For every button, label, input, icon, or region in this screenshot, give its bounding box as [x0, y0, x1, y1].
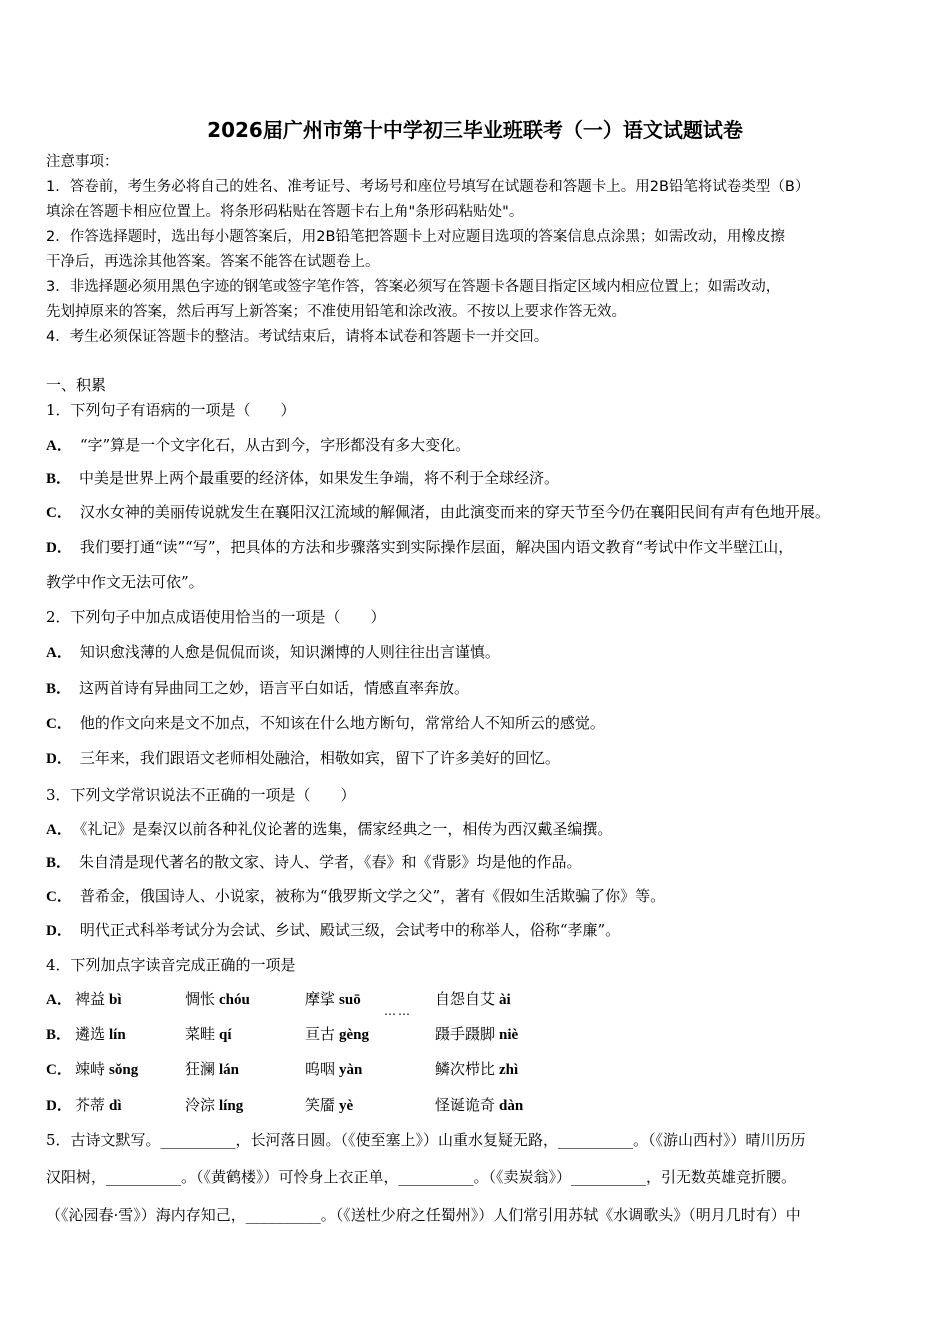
- q4-option-label: B．: [46, 1027, 72, 1043]
- q3-option-a: [46, 819, 612, 840]
- word: 自怨自艾: [435, 990, 496, 1008]
- q3-option-c: [46, 886, 665, 907]
- q2-option-a: [46, 642, 500, 663]
- word: 狂澜: [185, 1060, 216, 1078]
- note-line: 先划掉原来的答案，然后再写上新答案；不准使用铅笔和涂改液。不按以上要求作答无效。: [46, 304, 626, 320]
- pinyin: gèng: [339, 1027, 370, 1043]
- q1-option-c: [46, 502, 830, 523]
- pinyin: ài: [499, 992, 511, 1008]
- option-label: B．: [46, 471, 72, 487]
- q4-word-item: [305, 1094, 353, 1115]
- q2-option-c: [46, 713, 605, 734]
- option-label: D．: [46, 540, 72, 556]
- q2-option-d: [46, 748, 560, 769]
- q4-option-label: C．: [46, 1062, 72, 1078]
- q3-option-d: [46, 920, 620, 941]
- notes-heading: 注意事项：: [46, 154, 119, 170]
- option-text: 他的作文向来是文不加点，不知该在什么地方断句，常常给人不知所云的感觉。: [79, 714, 605, 732]
- option-text: 朱自清是现代著名的散文家、诗人、学者，《春》和《背影》均是他的作品。: [79, 853, 582, 871]
- option-text: 三年来，我们跟语文老师相处融洽，相敬如宾，留下了许多美好的回忆。: [79, 749, 560, 767]
- q4-word-item: [435, 1058, 518, 1079]
- q4-word-item: [435, 1023, 518, 1044]
- note-line: 干净后，再选涂其他答案。答案不能答在试题卷上。: [46, 254, 380, 270]
- q4-word-item: [75, 1094, 122, 1115]
- word: 泠淙: [185, 1096, 216, 1114]
- option-text: 这两首诗有异曲同工之妙，语言平白如话，情感直率奔放。: [79, 679, 470, 697]
- option-text: 中美是世界上两个最重要的经济体，如果发生争端，将不利于全球经济。: [79, 469, 560, 487]
- pinyin: suō: [339, 992, 361, 1008]
- note-line: 4．考生必须保证答题卡的整洁。考试结束后，请将本试卷和答题卡一并交回。: [46, 329, 549, 345]
- q4-word-item: [305, 1023, 369, 1044]
- note-line: 3．非选择题必须用黑色字迹的钢笔或签字笔作答，答案必须写在答题卡各题目指定区域内相应位置上；如需改动，: [46, 279, 781, 295]
- word: 芥蒂: [75, 1096, 106, 1114]
- pinyin: dàn: [499, 1098, 524, 1114]
- q4-word-item: [305, 988, 361, 1009]
- q4-option-label: D．: [46, 1098, 72, 1114]
- option-label: A．: [46, 822, 72, 838]
- pinyin: yàn: [339, 1062, 363, 1078]
- q1-option-a: [46, 435, 470, 456]
- q4-word-item: [75, 988, 122, 1009]
- word: 摩挲: [305, 990, 336, 1008]
- q4-word-item: [435, 988, 511, 1009]
- word: 菜畦: [185, 1025, 216, 1043]
- pinyin: niè: [499, 1027, 519, 1043]
- q1-option-b: [46, 468, 559, 489]
- option-text: 明代正式科举考试分为会试、乡试、殿试三级，会试考中的称举人，俗称“孝廉”。: [79, 921, 621, 939]
- question-4-stem: 4．下列加点字读音完成正确的一项是: [46, 956, 296, 974]
- word: 笑靥: [305, 1096, 336, 1114]
- note-line: 1．答卷前，考生务必将自己的姓名、准考证号、考场号和座位号填写在试题卷和答题卡上。用2B铅笔将试卷类型（B）: [46, 179, 810, 195]
- word: 亘古: [305, 1025, 336, 1043]
- pinyin: dì: [109, 1098, 122, 1114]
- option-text: 《礼记》是秦汉以前各种礼仪论著的选集，儒家经典之一，相传为西汉戴圣编撰。: [79, 820, 613, 838]
- word: 怪诞诡奇: [435, 1096, 496, 1114]
- option-label: B．: [46, 855, 72, 871]
- q4-word-item: [305, 1058, 362, 1079]
- word: 遴选: [75, 1025, 106, 1043]
- word: 裨益: [75, 990, 106, 1008]
- pinyin: lín: [109, 1027, 126, 1043]
- question-1-stem: 1．下列句子有语病的一项是（ ）: [46, 401, 296, 419]
- q5-line: （《沁园春·雪》）海内存知己，__________。（《送杜少府之任蜀州》）人们常引用苏轼《水调歌头》（明月几时有）中: [46, 1206, 801, 1224]
- word: 鳞次栉比: [435, 1060, 496, 1078]
- pinyin: zhì: [499, 1062, 519, 1078]
- question-3-stem: 3．下列文学常识说法不正确的一项是（ ）: [46, 786, 356, 804]
- option-text: 普希金，俄国诗人、小说家，被称为“俄罗斯文学之父”，著有《假如生活欺骗了你》等。: [79, 887, 666, 905]
- word: 蹑手蹑脚: [435, 1025, 496, 1043]
- q1-option-d-continuation: 教学中作文无法可依”。: [46, 573, 204, 591]
- pinyin: bì: [109, 992, 122, 1008]
- emphasis-dots: ……: [384, 1004, 412, 1018]
- pinyin: chóu: [219, 992, 250, 1008]
- q1-option-d: [46, 537, 793, 558]
- q4-word-item: [435, 1094, 523, 1115]
- pinyin: sǒng: [109, 1062, 139, 1078]
- q2-option-b: [46, 678, 469, 699]
- pinyin: yè: [339, 1098, 354, 1114]
- option-label: D．: [46, 751, 72, 767]
- q4-word-item: [75, 1058, 138, 1079]
- q5-line: 5．古诗文默写。__________，长河落日圆。（《使至塞上》）山重水复疑无路，__________。（《游山西村》）晴川历历: [46, 1131, 806, 1149]
- option-label: C．: [46, 505, 72, 521]
- pinyin: líng: [219, 1098, 244, 1114]
- q3-option-b: [46, 852, 582, 873]
- note-line: 2．作答选择题时，选出每小题答案后，用2B铅笔把答题卡上对应题目选项的答案信息点涂黑；如需改动，用橡皮擦: [46, 229, 785, 245]
- question-2-stem: 2．下列句子中加点成语使用恰当的一项是（ ）: [46, 608, 386, 626]
- option-label: C．: [46, 716, 72, 732]
- option-label: C．: [46, 889, 72, 905]
- q4-word-item: [185, 988, 250, 1009]
- option-label: B．: [46, 681, 72, 697]
- option-text: 汉水女神的美丽传说就发生在襄阳汉江流域的解佩渚，由此演变而来的穿天节至今仍在襄阳民间有声有色地开展。: [79, 503, 830, 521]
- option-text: 知识愈浅薄的人愈是侃侃而谈，知识渊博的人则往往出言谨慎。: [79, 643, 500, 661]
- note-line: 填涂在答题卡相应位置上。将条形码粘贴在答题卡右上角"条形码粘贴处"。: [46, 204, 524, 220]
- word: 呜咽: [305, 1060, 336, 1078]
- pinyin: qí: [219, 1027, 232, 1043]
- option-label: D．: [46, 923, 72, 939]
- word: 竦峙: [75, 1060, 106, 1078]
- page-title: 2026届广州市第十中学初三毕业班联考（一）语文试题试卷: [207, 118, 743, 142]
- q4-option-label: A．: [46, 992, 72, 1008]
- section-heading: 一、积累: [46, 376, 107, 394]
- q4-word-item: [185, 1023, 232, 1044]
- q4-word-item: [185, 1058, 239, 1079]
- option-text: 我们要打通“读”“写”，把具体的方法和步骤落实到实际操作层面，解决国内语文教育“考试中作文半壁江山，: [79, 538, 794, 556]
- q4-word-item: [185, 1094, 243, 1115]
- option-text: “字”算是一个文字化石，从古到今，字形都没有多大变化。: [79, 436, 471, 454]
- word: 惆怅: [185, 990, 216, 1008]
- option-label: A．: [46, 645, 72, 661]
- option-label: A．: [46, 438, 72, 454]
- q4-word-item: [75, 1023, 126, 1044]
- pinyin: lán: [219, 1062, 240, 1078]
- q5-line: 汉阳树，__________。（《黄鹤楼》）可怜身上衣正单，__________。（《卖炭翁》）__________，引无数英雄竞折腰。: [46, 1168, 797, 1186]
